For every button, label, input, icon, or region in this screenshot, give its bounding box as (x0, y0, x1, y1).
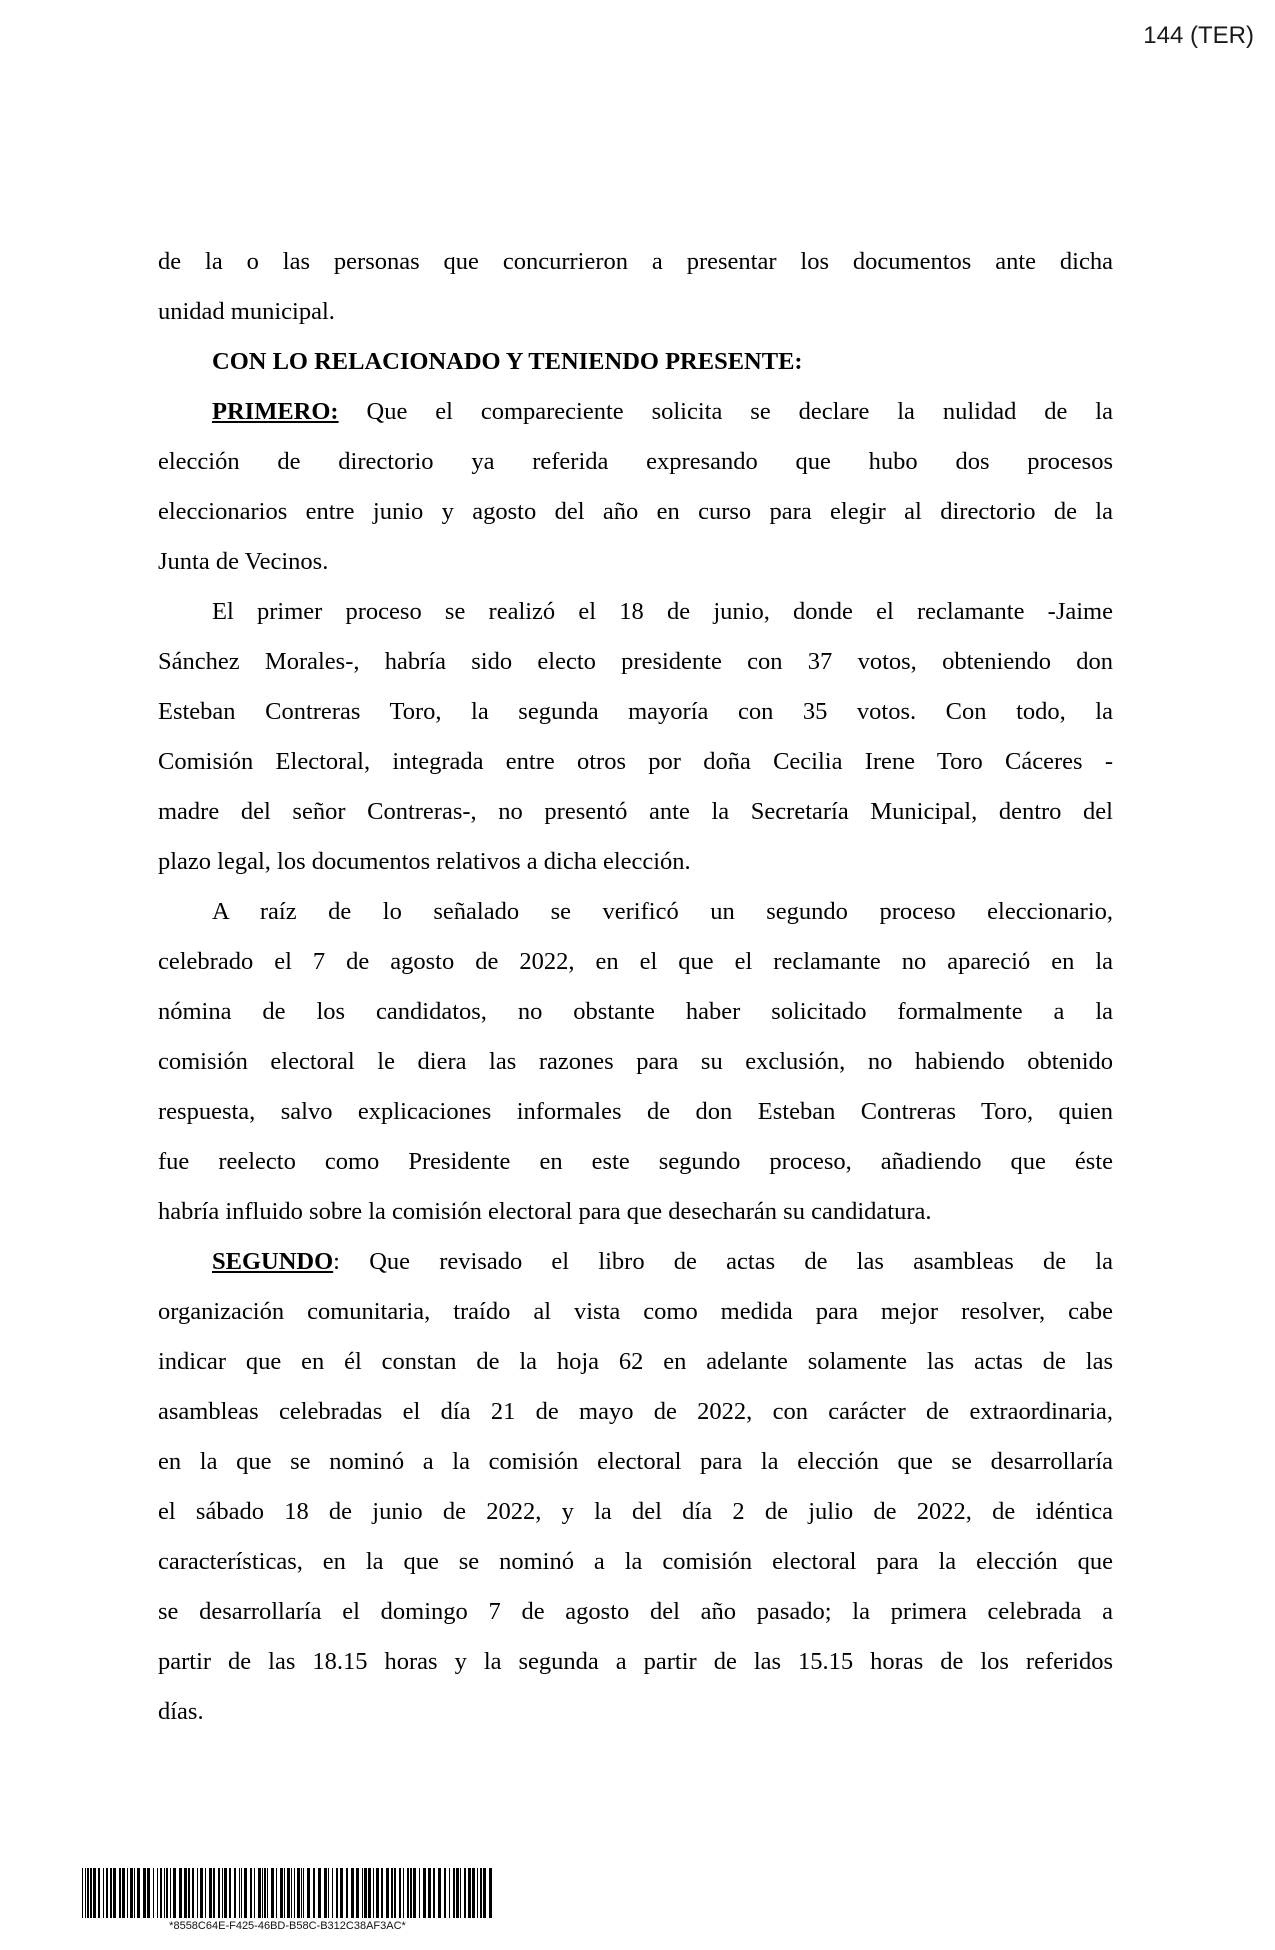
barcode-caption: *8558C64E-F425-46BD-B58C-B312C38AF3AC* (169, 1920, 406, 1932)
document-body (158, 237, 1113, 1737)
document-line: El primer proceso se realizó el 18 de junio, donde el reclamante -Jaime (212, 598, 1113, 625)
document-line: se desarrollaría el domingo 7 de agosto del año pasado; la primera celebrada a (158, 1598, 1113, 1625)
document-line: organización comunitaria, traído al vista como medida para mejor resolver, cabe (158, 1298, 1113, 1325)
document-line: partir de las 18.15 horas y la segunda a partir de las 15.15 horas de los referidos (158, 1648, 1113, 1675)
document-line: PRIMERO: Que el compareciente solicita se declare la nulidad de la (212, 398, 1113, 425)
document-line: asambleas celebradas el día 21 de mayo de 2022, con carácter de extraordinaria, (158, 1398, 1113, 1425)
document-line: de la o las personas que concurrieron a presentar los documentos ante dicha (158, 248, 1113, 275)
document-line: indicar que en él constan de la hoja 62 en adelante solamente las actas de las (158, 1348, 1113, 1375)
document-line: nómina de los candidatos, no obstante haber solicitado formalmente a la (158, 998, 1113, 1025)
document-line: CON LO RELACIONADO Y TENIENDO PRESENTE: (212, 348, 803, 375)
document-line: plazo legal, los documentos relativos a dicha elección. (158, 848, 691, 875)
document-line: Comisión Electoral, integrada entre otros por doña Cecilia Irene Toro Cáceres - (158, 748, 1113, 775)
document-line: A raíz de lo señalado se verificó un segundo proceso eleccionario, (212, 898, 1113, 925)
document-line: habría influido sobre la comisión electoral para que desecharán su candidatura. (158, 1198, 932, 1225)
document-line: Sánchez Morales-, habría sido electo presidente con 37 votos, obteniendo don (158, 648, 1113, 675)
document-line: madre del señor Contreras-, no presentó ante la Secretaría Municipal, dentro del (158, 798, 1113, 825)
section-lead: SEGUNDO (212, 1248, 334, 1275)
document-line: días. (158, 1698, 204, 1725)
document-line: SEGUNDO: Que revisado el libro de actas de las asambleas de la (212, 1248, 1113, 1275)
document-line: respuesta, salvo explicaciones informales de don Esteban Contreras Toro, quien (158, 1098, 1113, 1125)
section-lead: PRIMERO: (212, 398, 339, 425)
barcode (82, 1868, 493, 1932)
page-number: 144 (TER) (1143, 22, 1254, 49)
document-line: eleccionarios entre junio y agosto del año en curso para elegir al directorio de la (158, 498, 1113, 525)
document-line: en la que se nominó a la comisión electoral para la elección que se desarrollaría (158, 1448, 1113, 1475)
document-line: características, en la que se nominó a la comisión electoral para la elección que (158, 1548, 1113, 1575)
document-line: el sábado 18 de junio de 2022, y la del día 2 de julio de 2022, de idéntica (158, 1498, 1113, 1525)
barcode-bars-icon (82, 1868, 493, 1918)
document-line: elección de directorio ya referida expresando que hubo dos procesos (158, 448, 1113, 475)
document-line: unidad municipal. (158, 298, 335, 325)
document-line: comisión electoral le diera las razones para su exclusión, no habiendo obtenido (158, 1048, 1113, 1075)
document-line: celebrado el 7 de agosto de 2022, en el que el reclamante no apareció en la (158, 948, 1113, 975)
document-line: Esteban Contreras Toro, la segunda mayoría con 35 votos. Con todo, la (158, 698, 1113, 725)
document-line: fue reelecto como Presidente en este segundo proceso, añadiendo que éste (158, 1148, 1113, 1175)
document-line: Junta de Vecinos. (158, 548, 329, 575)
